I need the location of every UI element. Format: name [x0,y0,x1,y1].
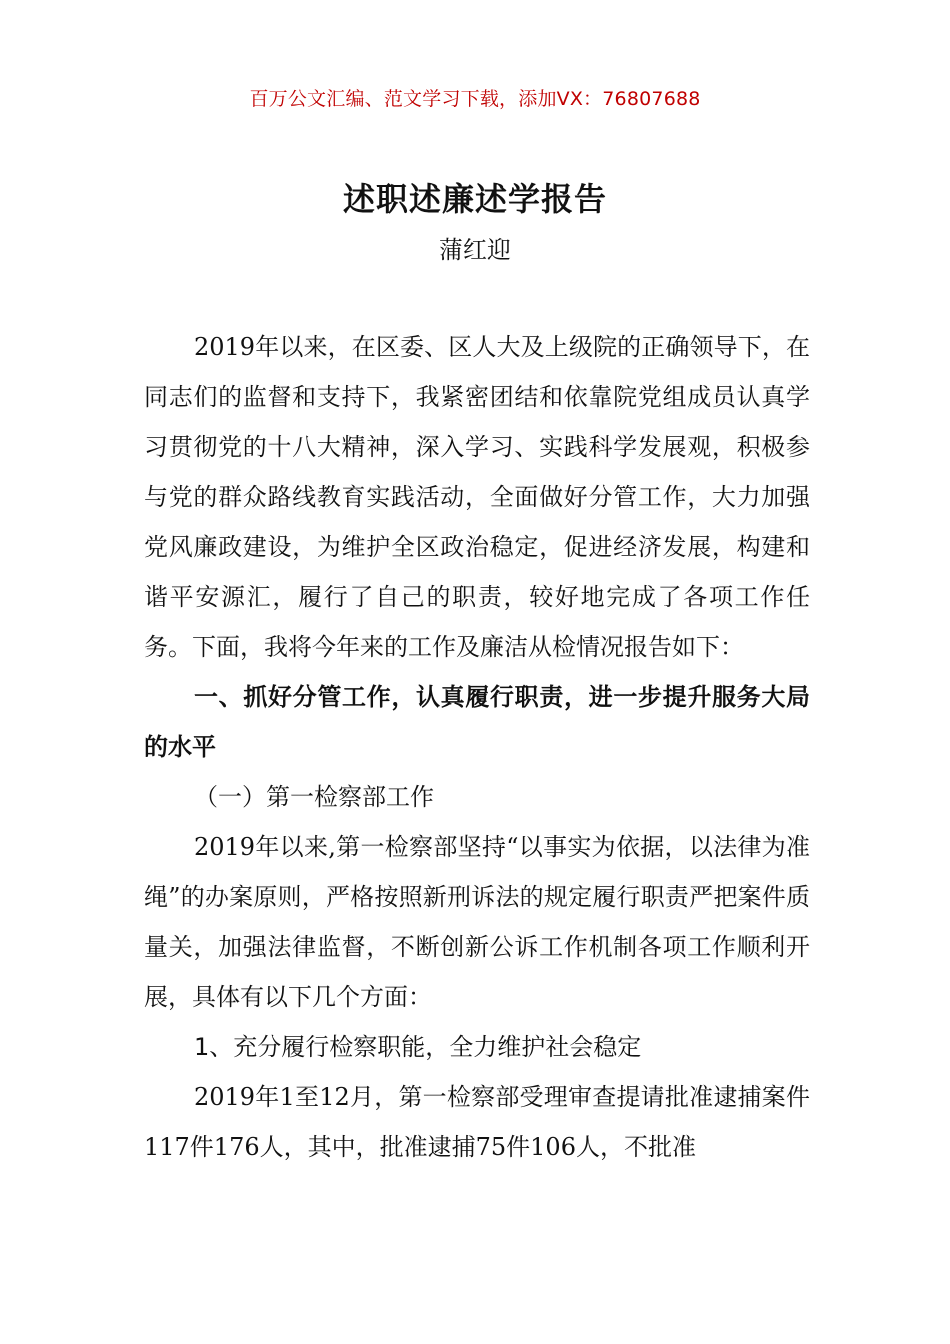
paragraph-statistics: 2019年1至12月，第一检察部受理审查提请批准逮捕案件117件176人，其中，批准逮捕75件106人，不批准 [144,1083,810,1161]
document-body [144,322,810,1172]
document-title: 述职述廉述学报告 [342,180,607,218]
document-author: 蒲红迎 [439,236,511,264]
item-heading-1: 1、充分履行检察职能，全力维护社会稳定 [194,1033,642,1061]
subsection-heading-1: （一）第一检察部工作 [194,783,434,811]
header-note: 百万公文汇编、范文学习下载，添加VX：76807688 [249,88,701,110]
paragraph-first-dept: 2019年以来,第一检察部坚持“以事实为依据，以法律为准绳”的办案原则，严格按照新刑诉法的规定履行职责严把案件质量关，加强法律监督，不断创新公诉工作机制各项工作顺利开展，具体有以下几个方面： [144,833,810,1011]
section-heading-1: 一、抓好分管工作，认真履行职责，进一步提升服务大局的水平 [144,683,810,761]
paragraph-intro: 2019年以来，在区委、区人大及上级院的正确领导下，在同志们的监督和支持下，我紧密团结和依靠院党组成员认真学习贯彻党的十八大精神，深入学习、实践科学发展观，积极参与党的群众路线教育实践活动，全面做好分管工作，大力加强党风廉政建设，为维护全区政治稳定，促进经济发展，构建和谐平安源汇，履行了自己的职责，较好地完成了各项工作任务。下面，我将今年来的工作及廉洁从检情况报告如下： [144,333,810,661]
